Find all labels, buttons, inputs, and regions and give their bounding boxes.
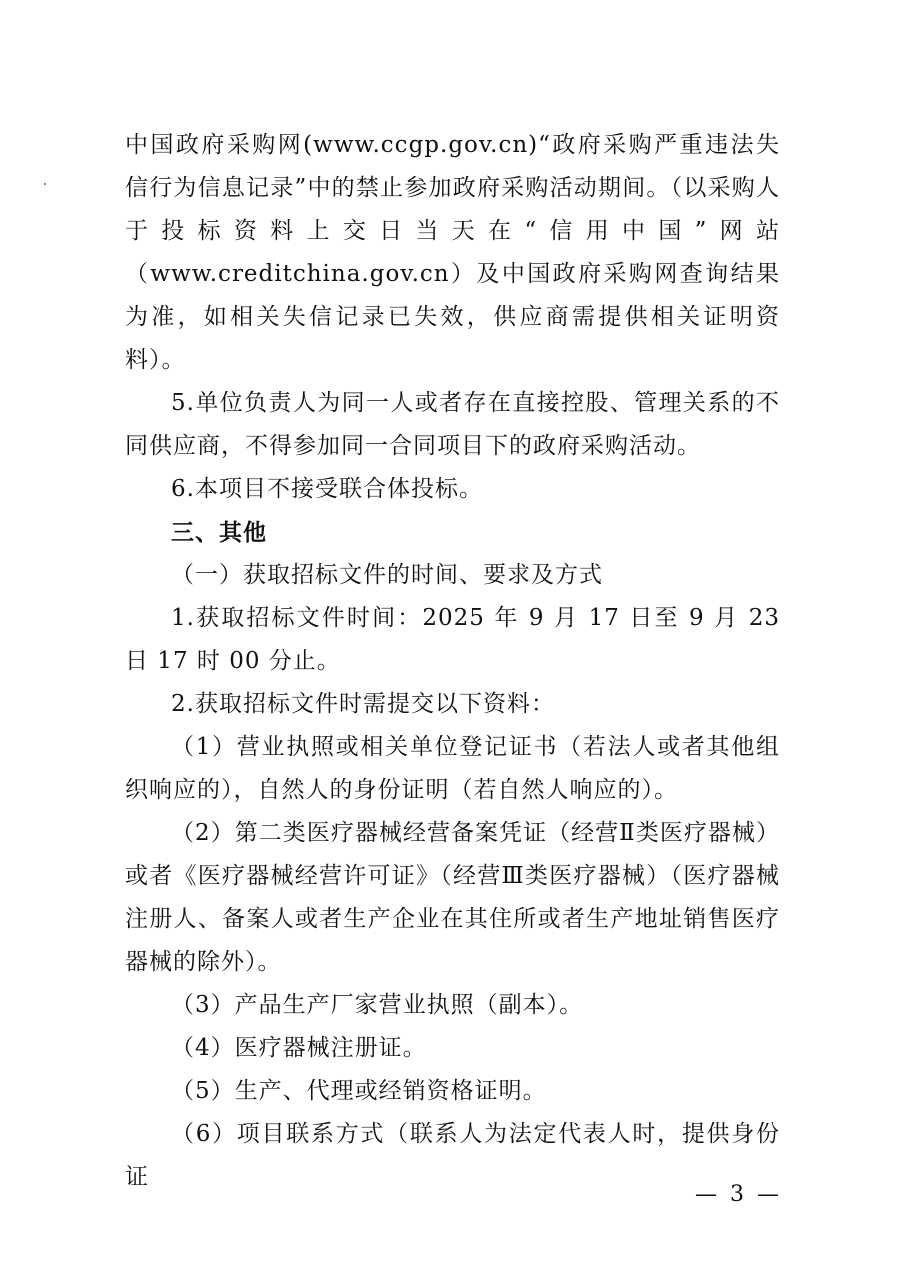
document-body [125,124,780,1199]
scan-speck [44,183,46,185]
list-item-project-contact: （6）项目联系方式（联系人为法定代表人时，提供身份证 [125,1121,780,1190]
section-heading-other: 三、其他 [171,519,267,546]
list-item-distribution-qualification: （5）生产、代理或经销资格证明。 [171,1078,547,1104]
paragraph-required-materials: 2.获取招标文件时需提交以下资料： [171,691,555,717]
list-item-manufacturer-license: （3）产品生产厂家营业执照（副本）。 [171,992,584,1018]
paragraph-disqualification-record: 中国政府采购网(www.ccgp.gov.cn)“政府采购严重违法失信行为信息记录”中的禁止参加政府采购活动期间。（以采购人于投标资料上交日当天在“信用中国”网站（www.creditchina.gov.cn）及中国政府采购网查询结果为准，如相关失信记录已失效，供应商需提供相关证明资料）。 [125,132,780,373]
list-item-business-license: （1）营业执照或相关单位登记证书（若法人或者其他组织响应的），自然人的身份证明（若自然人响应的）。 [125,734,780,803]
paragraph-item-6: 6.本项目不接受联合体投标。 [171,476,483,502]
paragraph-item-5: 5.单位负责人为同一人或者存在直接控股、管理关系的不同供应商，不得参加同一合同项目下的政府采购活动。 [125,390,780,459]
list-item-registration-certificate: （4）医疗器械注册证。 [171,1035,427,1061]
paragraph-obtain-time: 1.获取招标文件时间：2025 年 9 月 17 日至 9 月 23 日 17 时 00 分止。 [125,605,780,674]
subsection-heading-obtain-documents: （一）获取招标文件的时间、要求及方式 [171,562,603,588]
page-number: — 3 — [695,1182,782,1207]
list-item-medical-device-filing: （2）第二类医疗器械经营备案凭证（经营Ⅱ类医疗器械）或者《医疗器械经营许可证》（经营Ⅲ类医疗器械）（医疗器械注册人、备案人或者生产企业在其住所或者生产地址销售医疗器械的除外）。 [125,820,780,975]
